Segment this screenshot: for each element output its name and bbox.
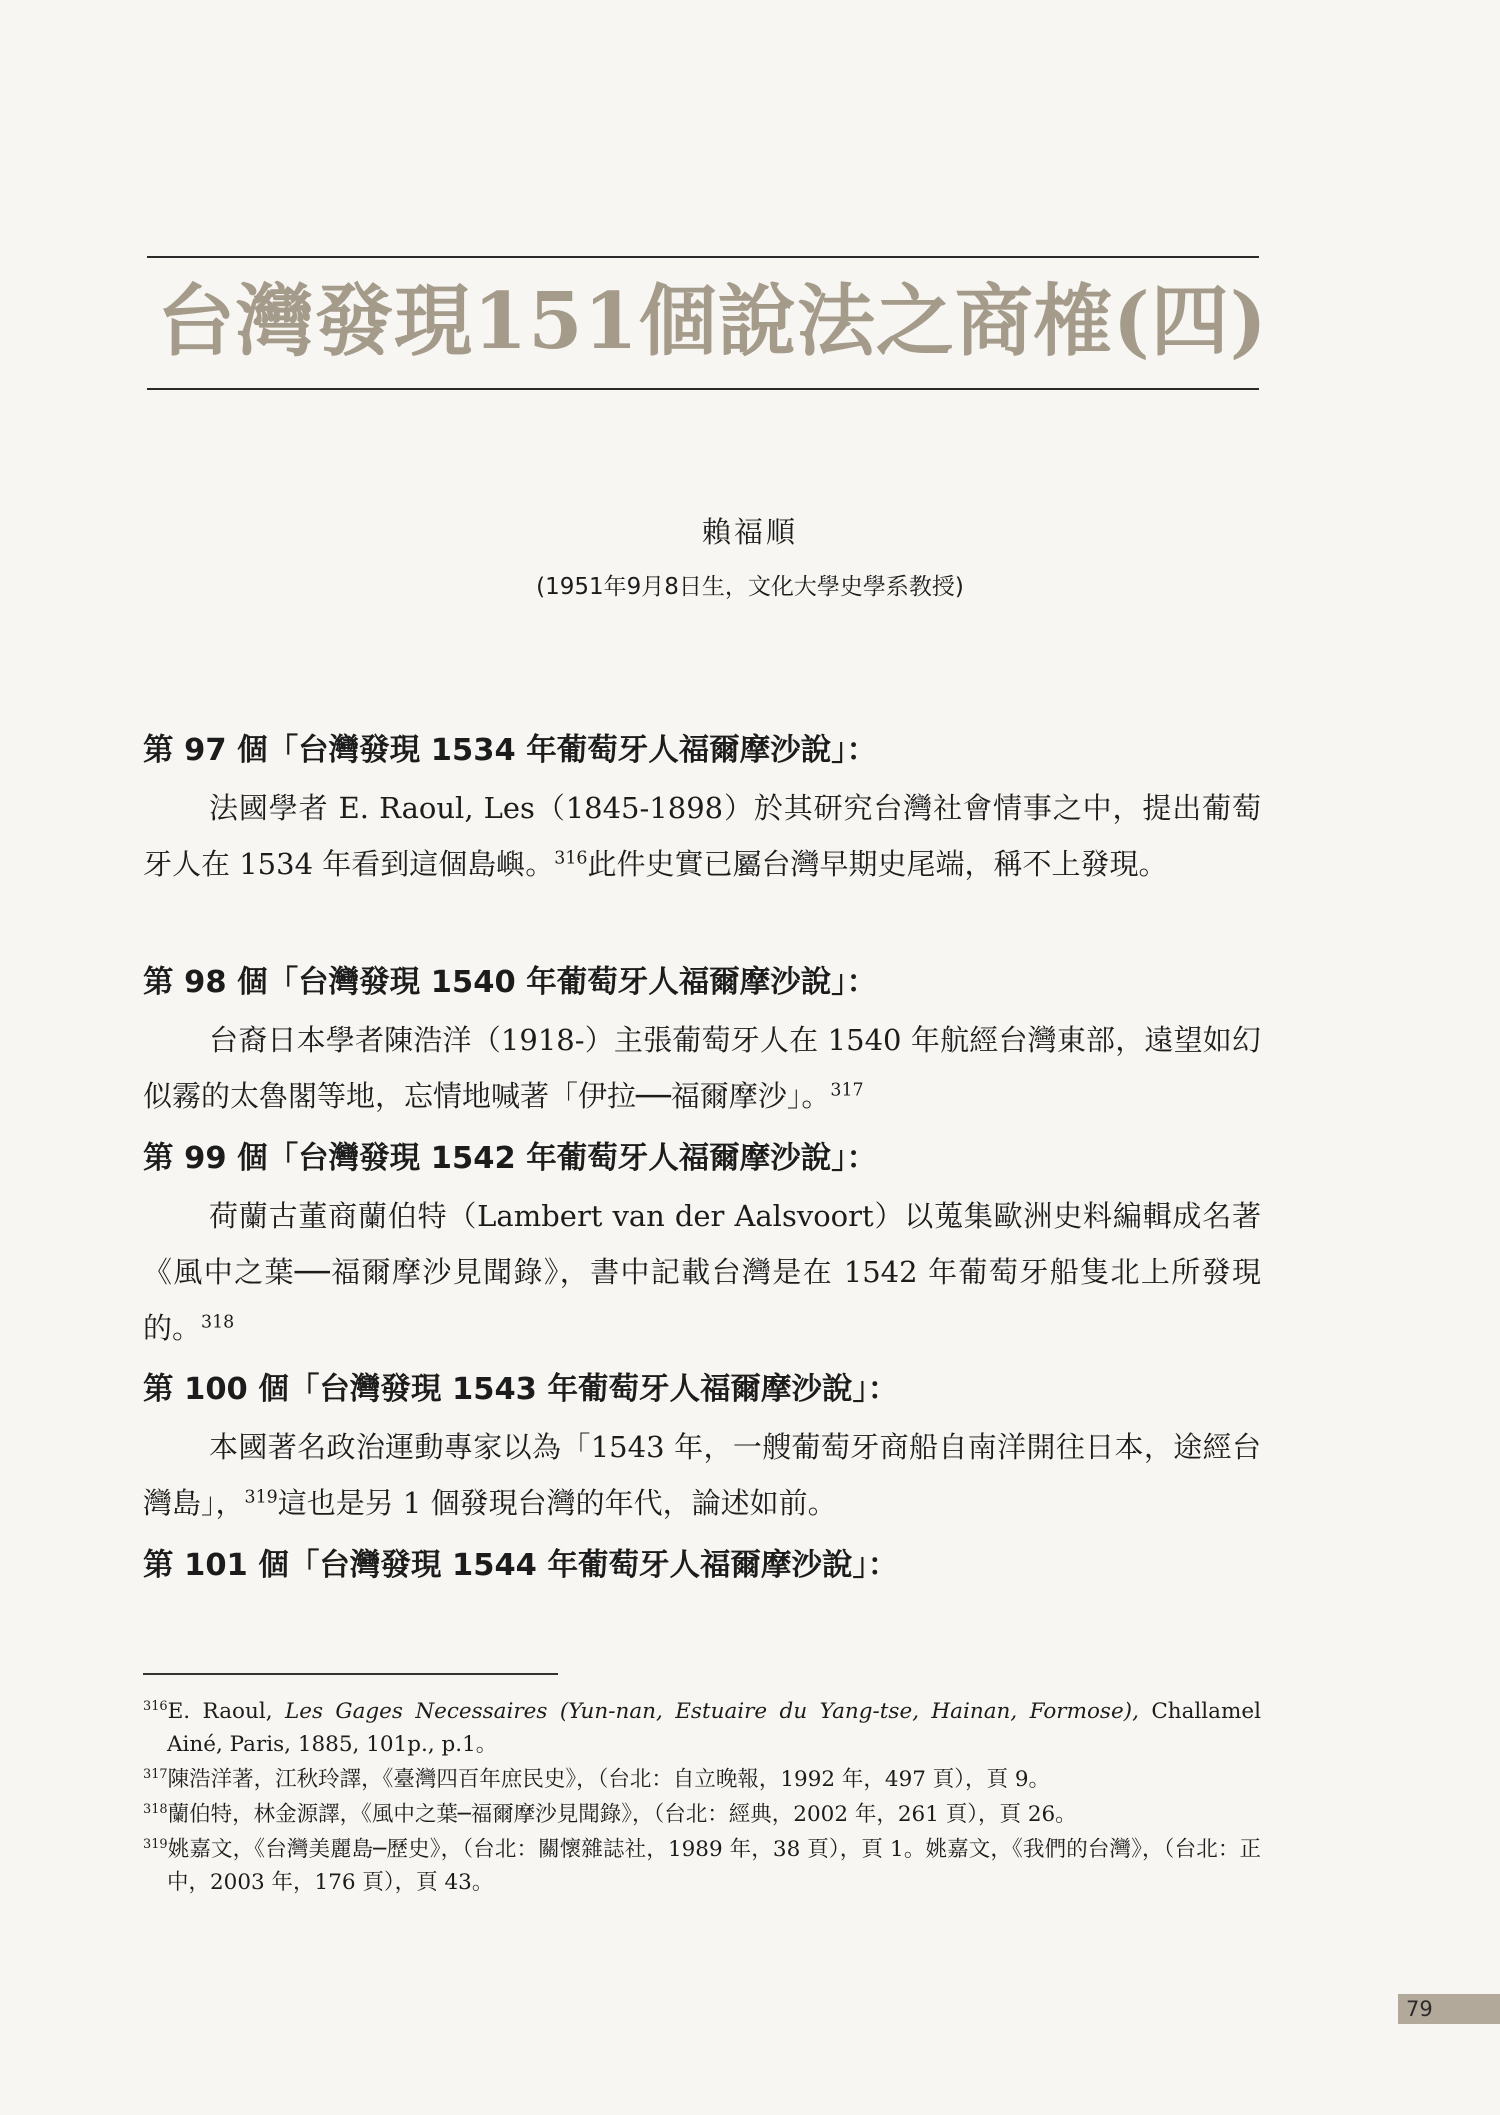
section-paragraph-99 bbox=[143, 1188, 1261, 1356]
section-paragraph-100 bbox=[143, 1419, 1261, 1531]
section-heading-97: 第 97 個「台灣發現 1534 年葡萄牙人福爾摩沙說」： bbox=[143, 733, 878, 768]
article-title: 台灣發現151個說法之商榷(四) bbox=[157, 276, 1268, 367]
paragraph-text: 法國學者 E. Raoul, Les（1845-1898）於其研究台灣社會情事之中，提出葡萄牙人在 1534 年看到這個島嶼。 bbox=[143, 791, 1261, 881]
footnote-319 bbox=[143, 1833, 1261, 1899]
footnote-italic-title: Les Gages Necessaires (Yun-nan, Estuaire du Yang-tse, Hainan, Formose), bbox=[284, 1699, 1139, 1724]
footnote-ref-317: 317 bbox=[830, 1080, 864, 1101]
section-heading-99: 第 99 個「台灣發現 1542 年葡萄牙人福爾摩沙說」： bbox=[143, 1141, 878, 1176]
title-top-rule bbox=[147, 256, 1259, 258]
footnote-text: Challamel Ainé, Paris, 1885, 101p., p.1。 bbox=[167, 1699, 1261, 1757]
paragraph-text: 這也是另 1 個發現台灣的年代，論述如前。 bbox=[277, 1486, 837, 1520]
footnote-text: 蘭伯特，林金源譯，《風中之葉─福爾摩沙見聞錄》，（台北：經典，2002 年，261 頁），頁 26。 bbox=[167, 1802, 1077, 1827]
paragraph-text: 本國著名政治運動專家以為「1543 年，一艘葡萄牙商船自南洋開往日本，途經台灣島」， bbox=[143, 1430, 1261, 1520]
paragraph-text: 台裔日本學者陳浩洋（1918-）主張葡萄牙人在 1540 年航經台灣東部，遠望如幻似霧的太魯閣等地，忘情地喊著「伊拉──福爾摩沙」。 bbox=[143, 1023, 1261, 1113]
footnote-number: 316 bbox=[143, 1698, 168, 1714]
footnote-text: E. Raoul, bbox=[167, 1699, 285, 1724]
author-name: 賴福順 bbox=[701, 515, 798, 549]
section-paragraph-98 bbox=[143, 1012, 1261, 1124]
footnote-318 bbox=[143, 1798, 1261, 1831]
footnote-ref-319: 319 bbox=[244, 1487, 278, 1508]
section-heading-98: 第 98 個「台灣發現 1540 年葡萄牙人福爾摩沙說」： bbox=[143, 965, 878, 1000]
page-number: 79 bbox=[1398, 1994, 1500, 2024]
title-bottom-rule bbox=[147, 388, 1259, 390]
section-paragraph-97 bbox=[143, 780, 1261, 892]
footnotes bbox=[143, 1695, 1261, 1901]
footnote-316 bbox=[143, 1695, 1261, 1761]
footnote-text: 陳浩洋著，江秋玲譯，《臺灣四百年庶民史》，（台北：自立晚報，1992 年，497 頁），頁 9。 bbox=[167, 1767, 1051, 1792]
footnote-text: 姚嘉文，《台灣美麗島─歷史》，（台北：關懷雜誌社，1989 年，38 頁），頁 1。姚嘉文，《我們的台灣》，（台北：正中，2003 年，176 頁），頁 43。 bbox=[167, 1837, 1261, 1895]
footnote-ref-316: 316 bbox=[554, 848, 588, 869]
footnote-number: 317 bbox=[143, 1766, 168, 1782]
paragraph-text: 荷蘭古董商蘭伯特（Lambert van der Aalsvoort）以蒐集歐洲史料編輯成名著《風中之葉──福爾摩沙見聞錄》，書中記載台灣是在 1542 年葡萄牙船隻北上所發現的。 bbox=[143, 1199, 1261, 1345]
footnote-number: 318 bbox=[143, 1801, 168, 1817]
footnote-number: 319 bbox=[143, 1836, 168, 1852]
section-heading-100: 第 100 個「台灣發現 1543 年葡萄牙人福爾摩沙說」： bbox=[143, 1372, 899, 1407]
section-heading-101: 第 101 個「台灣發現 1544 年葡萄牙人福爾摩沙說」： bbox=[143, 1548, 899, 1583]
footnote-separator bbox=[143, 1673, 558, 1675]
footnote-317 bbox=[143, 1763, 1261, 1796]
author-note: (1951年9月8日生，文化大學史學系教授) bbox=[536, 574, 964, 600]
footnote-ref-318: 318 bbox=[201, 1312, 235, 1333]
paragraph-text: 此件史實已屬台灣早期史尾端，稱不上發現。 bbox=[587, 847, 1168, 881]
